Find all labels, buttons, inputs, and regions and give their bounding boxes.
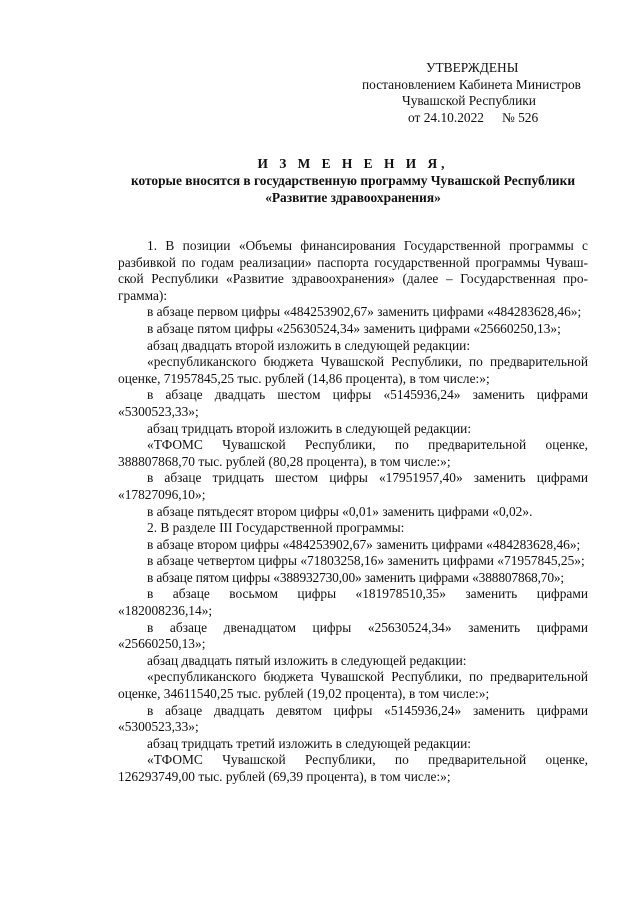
paragraph: 2. В разделе III Государственной программы: — [147, 520, 405, 536]
paragraph: в абзаце втором цифры «484253902,67» заменить цифрами «484283628,46»; — [147, 536, 581, 552]
paragraph: в абзаце пятом цифры «25630524,34» заменить цифрами «25660250,13»; — [147, 320, 561, 336]
document-heading — [118, 156, 588, 206]
paragraph: в абзаце восьмом цифры «181978510,35» заменить цифрами «182008236,14»; — [118, 586, 588, 619]
paragraph: в абзаце двадцать девятом цифры «5145936,24» заменить цифрами «5300523,33»; — [118, 702, 588, 735]
paragraph: «ТФОМС Чувашской Республики, по предварительной оценке, 126293749,00 тыс. рублей (69,39 процента), в том числе:»; — [118, 752, 588, 784]
document-subtitle-line2: «Развитие здравоохранения» — [265, 189, 441, 205]
paragraph: в абзаце тридцать шестом цифры «17951957,40» заменить цифрами «17827096,10»; — [118, 470, 588, 502]
document-title: И З М Е Н Е Н И Я, — [257, 156, 449, 171]
paragraph: «ТФОМС Чувашской Республики, по предварительной оценке, 388807868,70 тыс. рублей (80,28 процента), в том числе:»; — [118, 437, 588, 469]
document-subtitle-line1: которые вносятся в государственную программу Чувашской Республики — [130, 172, 576, 188]
paragraph: в абзаце четвертом цифры «71803258,16» заменить цифрами «71957845,25»; — [147, 553, 585, 569]
paragraph: «республиканского бюджета Чувашской Республики, по предварительной оценке, 71957845,25 тыс. рублей (14,86 процента), в том числе:»; — [118, 354, 588, 386]
paragraph: 1. В позиции «Объемы финансирования Государственной программы с разбивкой по годам реализации» паспорта государственной программы Чувашской Республики «Развитие здравоохранения» (далее – Государственная программа): — [118, 238, 588, 303]
approval-number: № 526 — [501, 109, 539, 125]
paragraph: абзац двадцать пятый изложить в следующей редакции: — [147, 652, 467, 668]
approval-stamp — [358, 60, 608, 126]
approval-line-date — [358, 110, 608, 127]
paragraph: в абзаце пятьдесят втором цифры «0,01» заменить цифрами «0,02». — [147, 503, 533, 519]
paragraph: в абзаце первом цифры «484253902,67» заменить цифрами «484283628,46»; — [147, 304, 582, 320]
approval-line-republic: Чувашской Республики — [402, 93, 536, 109]
paragraph: абзац тридцать третий изложить в следующей редакции: — [147, 735, 471, 751]
document-body — [118, 238, 588, 786]
paragraph: в абзаце двенадцатом цифры «25630524,34» заменить цифрами «25660250,13»; — [118, 619, 588, 652]
paragraph: «республиканского бюджета Чувашской Республики, по предварительной оценке, 34611540,25 тыс. рублей (19,02 процента), в том числе:»; — [118, 669, 588, 702]
paragraph: абзац двадцать второй изложить в следующей редакции: — [147, 337, 471, 353]
approval-date: от 24.10.2022 — [408, 109, 484, 125]
paragraph: в абзаце двадцать шестом цифры «5145936,24» заменить цифрами «5300523,33»; — [118, 387, 588, 419]
paragraph: в абзаце пятом цифры «388932730,00» заменить цифрами «388807868,70»; — [147, 569, 564, 585]
approval-title: УТВЕРЖДЕНЫ — [426, 60, 519, 75]
approval-line-cabinet: постановлением Кабинета Министров — [362, 76, 581, 92]
paragraph: абзац тридцать второй изложить в следующей редакции: — [147, 420, 472, 436]
